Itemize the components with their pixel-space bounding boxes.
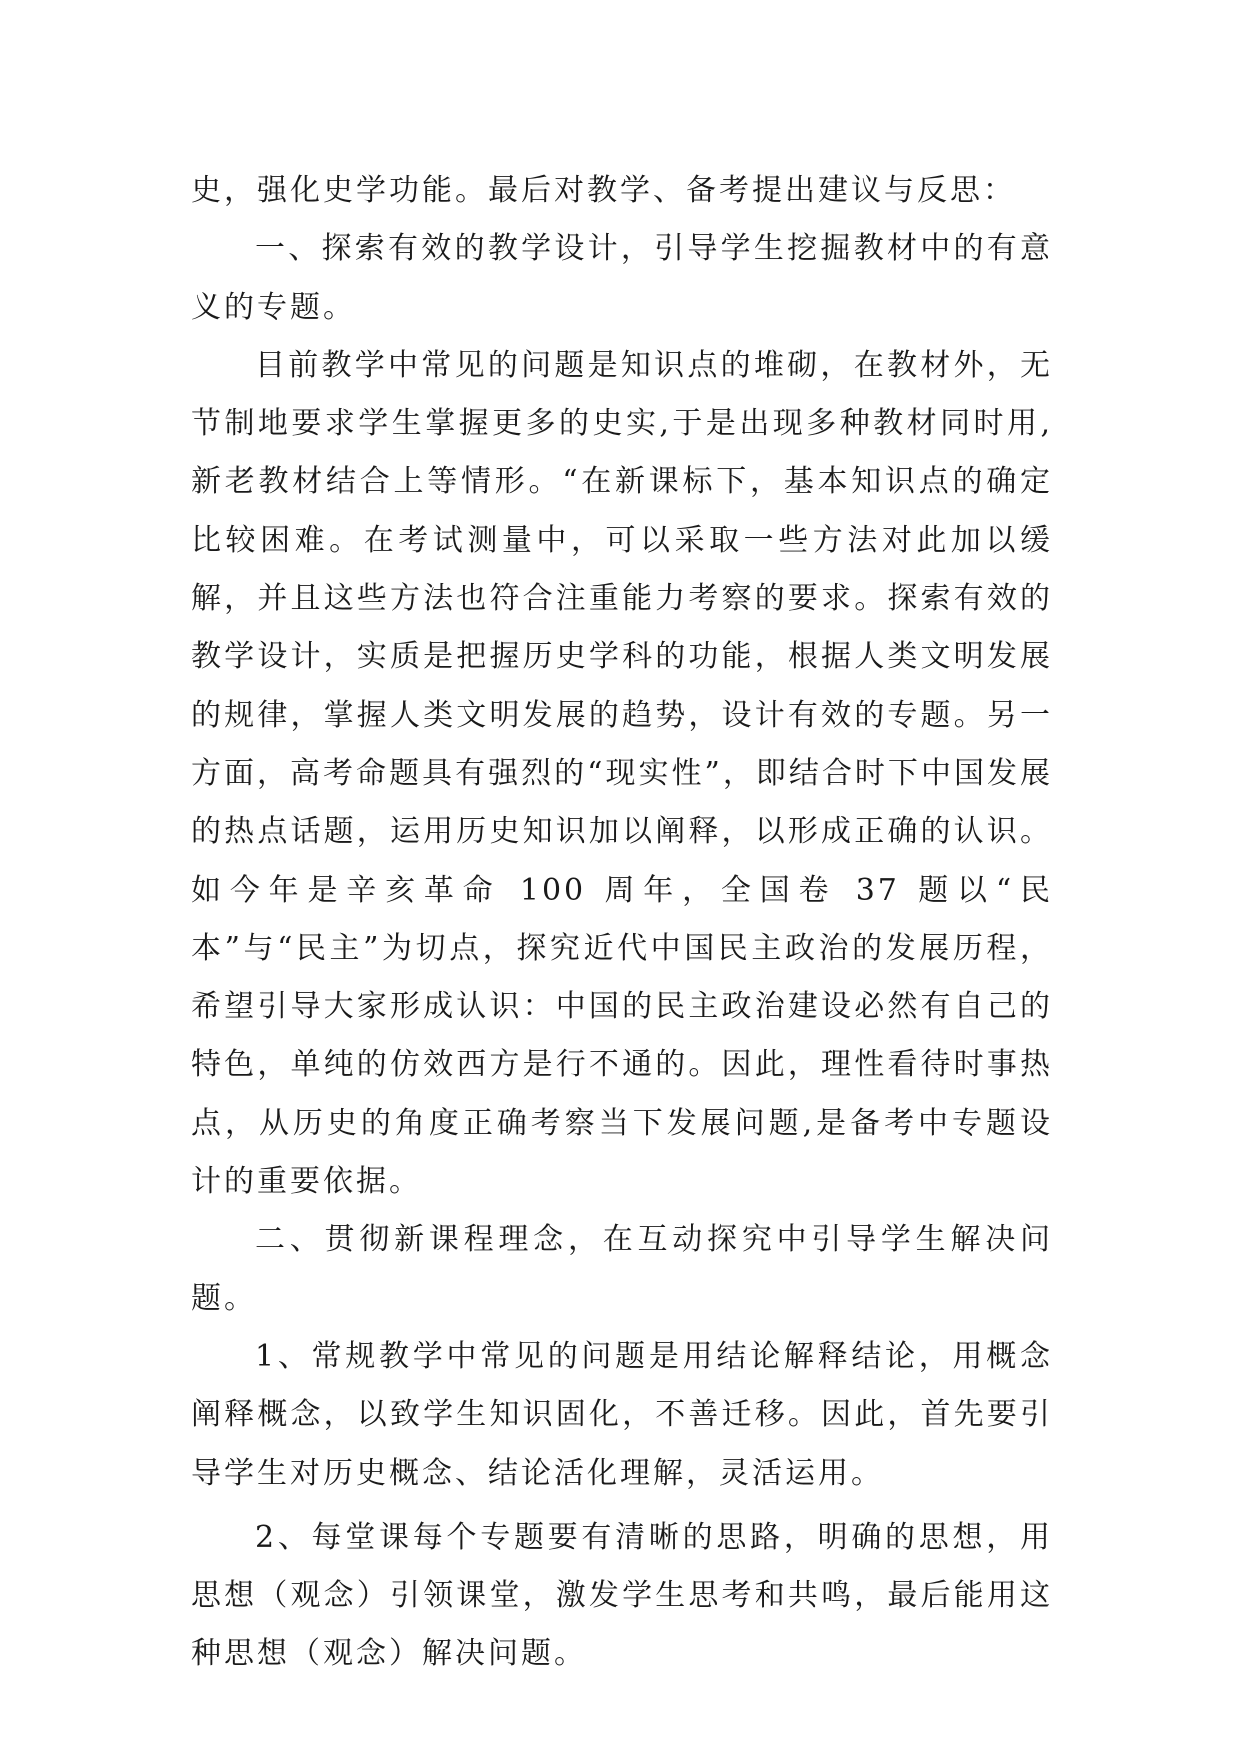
paragraph-6: 2、每堂课每个专题要有清晰的思路，明确的思想，用思想（观念）引领课堂，激发学生思考和共鸣，最后能用这种思想（观念）解决问题。 xyxy=(191,1519,1053,1672)
paragraph-1: 史，强化史学功能。最后对教学、备考提出建议与反思： xyxy=(191,173,1016,208)
paragraph-5: 1、常规教学中常见的问题是用结论解释结论，用概念阐释概念，以致学生知识固化，不善迁移。因此，首先要引导学生对历史概念、结论活化理解，灵活运用。 xyxy=(191,1338,1053,1491)
document-body xyxy=(191,162,1053,1684)
heading-section-2: 二、贯彻新课程理念，在互动探究中引导学生解决问题。 xyxy=(191,1222,1053,1316)
heading-section-1: 一、探索有效的教学设计，引导学生挖掘教材中的有意义的专题。 xyxy=(191,231,1053,325)
paragraph-3: 目前教学中常见的问题是知识点的堆砌，在教材外，无节制地要求学生掌握更多的史实,于是出现多种教材同时用,新老教材结合上等情形。“在新课标下，基本知识点的确定比较困难。在考试测量中，可以采取一些方法对此加以缓解，并且这些方法也符合注重能力考察的要求。探索有效的教学设计，实质是把握历史学科的功能，根据人类文明发展的规律，掌握人类文明发展的趋势，设计有效的专题。另一方面，高考命题具有强烈的“现实性”，即结合时下中国发展的热点话题，运用历史知识加以阐释，以形成正确的认识。如今年是辛亥革命 100 周年，全国卷 37 题以“民本”与“民主”为切点，探究近代中国民主政治的发展历程，希望引导大家形成认识：中国的民主政治建设必然有自己的特色，单纯的仿效西方是行不通的。因此，理性看待时事热点，从历史的角度正确考察当下发展问题,是备考中专题设计的重要依据。 xyxy=(191,347,1053,1200)
